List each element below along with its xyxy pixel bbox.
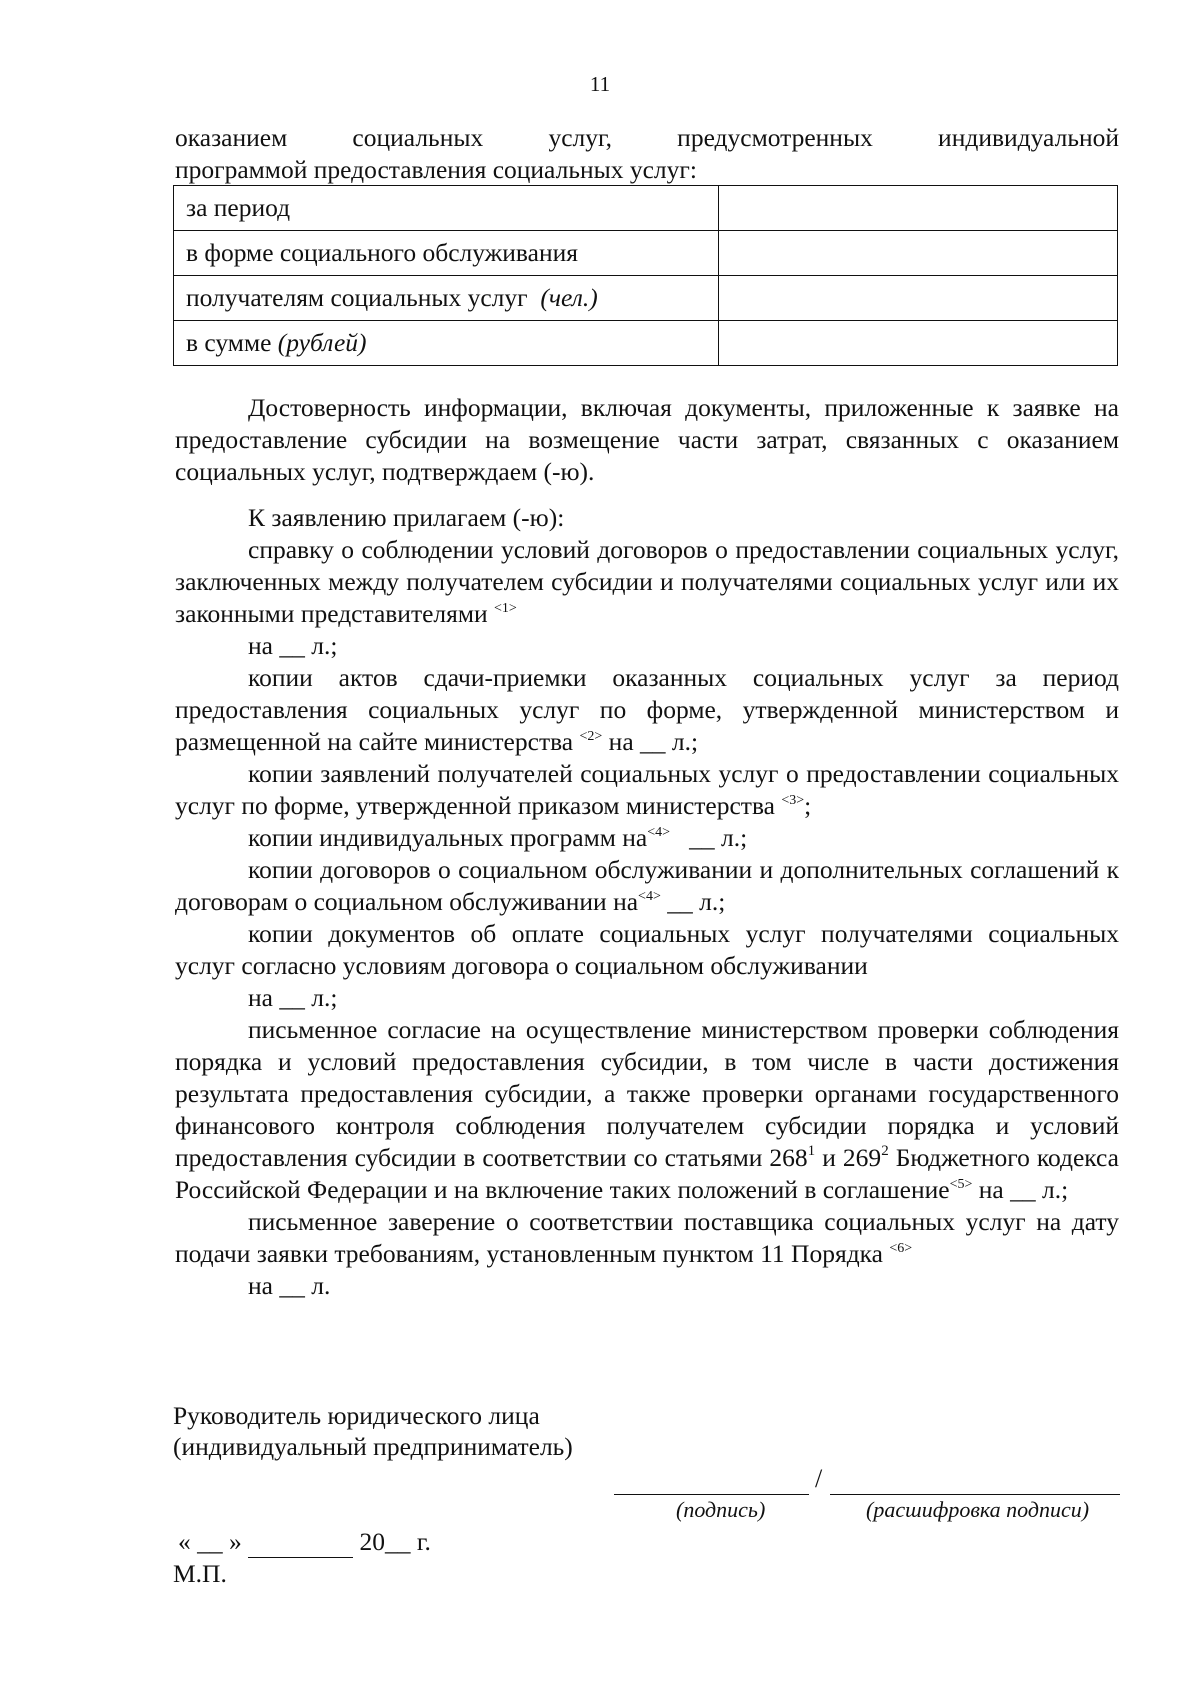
table-row-value[interactable]: [719, 276, 1118, 321]
signature-decode-caption: (расшифровка подписи): [866, 1497, 1090, 1522]
attachment-item: копии заявлений получателей социальных услуг о предоставлении социальных услуг по форме, утвержденной приказом министерства $^{<3>}$;: [175, 759, 1119, 820]
signature-decode-line[interactable]: [830, 1494, 1120, 1495]
attachment-list: [175, 534, 1119, 1302]
page-number: 11: [589, 72, 611, 96]
table-row-value[interactable]: [719, 186, 1118, 231]
date-day-blank[interactable]: __: [197, 1527, 223, 1556]
table-row-label: получателям социальных услуг (чел.): [174, 276, 719, 321]
signature-caption: (подпись): [676, 1497, 766, 1522]
table-row-value[interactable]: [719, 231, 1118, 276]
table-row-unit: (чел.): [540, 283, 598, 312]
signature-line[interactable]: [614, 1494, 809, 1495]
attachment-item: письменное заверение о соответствии поставщика социальных услуг на дату подачи заявки требованиям, установленным пунктом 11 Порядка $^{<6>}$ на __ л.: [175, 1207, 1119, 1300]
intro-paragraph: [175, 122, 1119, 186]
attachment-item: копии договоров о социальном обслуживании и дополнительных соглашений к договорам о социальном обслуживании $на^{<4>}$ __ л.;: [175, 855, 1119, 916]
table-row-unit: (рублей): [277, 328, 367, 357]
attachment-item: копии индивидуальных программ $на^{<4>}$ __ л.;: [248, 823, 748, 852]
attachment-item: справку о соблюдении условий договоров о предоставлении социальных услуг, заключенных между получателем субсидии и получателями социальных услуг или их законными представителями $^{<1>}$ на __ л.;: [175, 535, 1119, 660]
table-row-value[interactable]: [719, 321, 1118, 366]
confirmation-paragraph: Достоверность информации, включая документы, приложенные к заявке на предоставление субсидии на возмещение части затрат, связанных с оказанием социальных услуг, подтверждаем (-ю).: [175, 393, 1119, 486]
signature-separator: /: [815, 1464, 823, 1493]
signatory-title: Руководитель юридического лица (индивидуальный предприниматель): [173, 1401, 573, 1461]
table-row: [174, 231, 1118, 276]
date-month-blank[interactable]: [248, 1527, 353, 1558]
info-table: [173, 185, 1118, 366]
attachments-heading: К заявлению прилагаем (-ю):: [248, 503, 565, 532]
table-row-label: в сумме (рублей): [174, 321, 719, 366]
attachment-item: письменное согласие на осуществление министерством проверки соблюдения порядка и условий предоставления субсидии, в том числе в части достижения результата предоставления субсидии, а также проверки органами государственного финансового контроля соблюдения получателем субсидии порядка и условий предоставления субсидии в соответствии со статьями $268^1$ и $269^2$ Бюджетного кодекса Российской Федерации и на включение таких положений в соглашение$^{<5>}$ на __ л.;: [175, 1015, 1119, 1204]
attachment-item: копии актов сдачи-приемки оказанных социальных услуг за период предоставления социальных услуг по форме, утвержденной министерством и размещенной на сайте министерства $^{<2>}$ на __ л.;: [175, 663, 1119, 756]
intro-line-1: оказанием социальных услуг, предусмотренных индивидуальной: [175, 123, 1119, 152]
attachment-item: копии документов об оплате социальных услуг получателями социальных услуг согласно условиям договора о социальном обслуживании на __ л.;: [175, 919, 1119, 1012]
stamp-place: М.П.: [173, 1559, 227, 1588]
intro-line-2: программой предоставления социальных услуг:: [175, 155, 697, 184]
date-field: « __ » 20__ г.: [178, 1527, 431, 1556]
table-row: [174, 276, 1118, 321]
table-row-label: за период: [174, 186, 719, 231]
table-row-label: в форме социального обслуживания: [174, 231, 719, 276]
date-year-blank[interactable]: __: [385, 1527, 411, 1556]
table-row: [174, 186, 1118, 231]
table-row: [174, 321, 1118, 366]
